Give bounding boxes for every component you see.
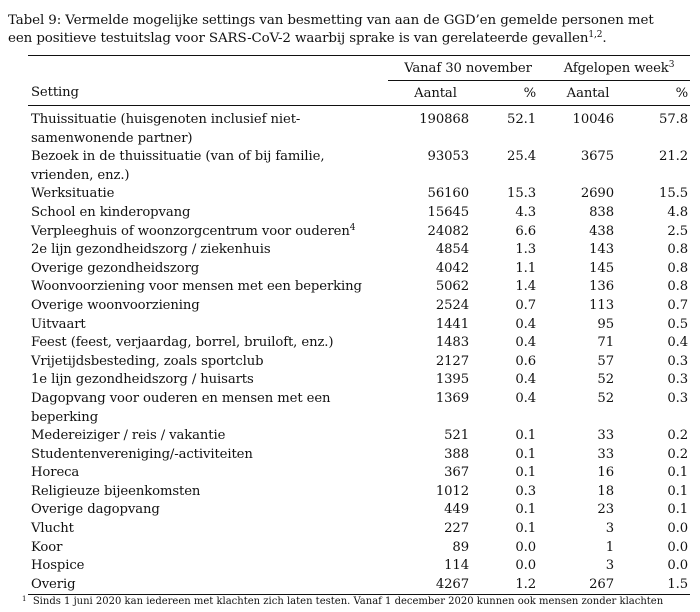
pct-since-nov30-cell: 0.7: [515, 297, 536, 313]
header-group-since-nov30: Vanaf 30 november: [388, 56, 548, 81]
setting-cell: Overige gezondheidszorg: [31, 260, 200, 276]
setting-cell: Religieuze bijeenkomsten: [31, 483, 201, 499]
aantal-since-nov30-cell: 1012: [435, 483, 469, 499]
setting-cell: Hospice: [31, 558, 85, 574]
table-row: [28, 278, 690, 297]
pct-since-nov30-cell: 1.2: [483, 576, 548, 595]
caption-line-2: een positieve testuitslag voor SARS-CoV-2 waarbij sprake is van gerelateerde gevallen: [8, 31, 589, 46]
aantal-last-week-cell: 145: [589, 260, 614, 276]
table-row: [28, 297, 690, 316]
pct-last-week-cell: 0.8: [667, 242, 689, 258]
setting-cell: Uitvaart: [31, 316, 86, 332]
setting-cell: Thuissituatie (huisgenoten inclusief niet-samenwonende partner): [31, 112, 301, 146]
table-row: [28, 576, 690, 595]
table-row: [28, 148, 690, 185]
aantal-since-nov30-cell: 5062: [435, 279, 469, 295]
pct-last-week-cell: 0.3: [667, 390, 689, 406]
aantal-since-nov30-cell: 521: [444, 428, 469, 444]
aantal-last-week-cell: 438: [589, 223, 614, 239]
setting-cell: Dagopvang voor ouderen en mensen met een beperking: [31, 390, 331, 425]
aantal-since-nov30-cell: 4854: [435, 242, 469, 258]
aantal-since-nov30-cell: 4042: [435, 260, 469, 276]
table-body: [28, 106, 690, 595]
pct-since-nov30-cell: 1.1: [515, 260, 536, 276]
table-row: [28, 427, 690, 446]
aantal-last-week-cell: 18: [597, 483, 614, 499]
table-row: [28, 371, 690, 390]
aantal-since-nov30-cell: 2127: [435, 353, 469, 369]
pct-since-nov30-cell: 0.1: [515, 502, 536, 518]
settings-table: [28, 55, 690, 595]
aantal-last-week-cell: 267: [548, 576, 628, 595]
pct-since-nov30-cell: 1.3: [515, 242, 536, 258]
setting-cell: Overig: [28, 576, 388, 595]
pct-since-nov30-cell: 0.4: [515, 335, 536, 351]
pct-last-week-cell: 0.1: [667, 502, 689, 518]
pct-last-week-cell: 2.5: [667, 223, 689, 239]
table-row: [28, 539, 690, 558]
aantal-since-nov30-cell: 15645: [427, 204, 469, 220]
setting-footnote-ref: 4: [349, 222, 356, 233]
table-row: [28, 204, 690, 223]
aantal-since-nov30-cell: 449: [444, 502, 469, 518]
setting-cell: 1e lijn gezondheidszorg / huisarts: [31, 372, 254, 388]
header-pct-1: %: [483, 81, 548, 106]
aantal-since-nov30-cell: 227: [444, 521, 469, 537]
pct-last-week-cell: 0.1: [667, 465, 689, 481]
pct-last-week-cell: 57.8: [659, 112, 689, 127]
pct-since-nov30-cell: 0.6: [515, 353, 536, 369]
header-group-last-week: Afgelopen week$^3$: [548, 56, 690, 81]
aantal-last-week-cell: 71: [597, 335, 614, 351]
pct-since-nov30-cell: 4.3: [515, 204, 536, 220]
aantal-since-nov30-cell: 93053: [427, 149, 469, 165]
aantal-since-nov30-cell: 56160: [427, 186, 469, 202]
table-row: [28, 334, 690, 353]
pct-since-nov30-cell: 52.1: [507, 112, 536, 127]
setting-cell: Vlucht: [31, 521, 74, 537]
pct-last-week-cell: 0.8: [667, 279, 689, 295]
aantal-last-week-cell: 838: [589, 204, 614, 220]
pct-since-nov30-cell: 6.6: [515, 223, 536, 239]
aantal-since-nov30-cell: 4267: [388, 576, 483, 595]
pct-since-nov30-cell: 1.4: [515, 279, 536, 295]
table-row: [28, 241, 690, 260]
pct-last-week-cell: 0.3: [667, 372, 689, 388]
aantal-last-week-cell: 16: [597, 465, 614, 481]
pct-since-nov30-cell: 0.0: [515, 558, 536, 574]
pct-last-week-cell: 0.3: [667, 353, 689, 369]
aantal-last-week-cell: 23: [597, 502, 614, 518]
header-blank: [28, 56, 388, 81]
setting-cell: Overige dagopvang: [31, 502, 160, 518]
pct-since-nov30-cell: 25.4: [507, 149, 536, 165]
footnote-text: Sinds 1 juni 2020 kan iedereen met klachten zich laten testen. Vanaf 1 december 2020 kunnen ook mensen zonder klachten: [32, 596, 664, 607]
aantal-since-nov30-cell: 1441: [435, 316, 469, 332]
caption-line-1: Tabel 9: Vermelde mogelijke settings van besmetting van aan de GGD’en gemelde personen met: [8, 13, 654, 28]
setting-cell: Woonvoorziening voor mensen met een beperking: [31, 279, 362, 295]
pct-since-nov30-cell: 0.1: [515, 428, 536, 444]
table-row: [28, 557, 690, 576]
pct-last-week-cell: 4.8: [667, 204, 689, 220]
pct-last-week-cell: 0.4: [667, 335, 689, 351]
setting-cell: Bezoek in de thuissituatie (van of bij familie, vrienden, enz.): [31, 149, 325, 183]
caption-footnote-ref: 1,2: [588, 30, 603, 40]
aantal-last-week-cell: 95: [597, 316, 614, 332]
aantal-last-week-cell: 136: [589, 279, 614, 295]
pct-since-nov30-cell: 0.0: [515, 539, 536, 555]
pct-since-nov30-cell: 0.4: [515, 390, 536, 406]
aantal-last-week-cell: 1: [605, 539, 614, 555]
aantal-last-week-cell: 3: [605, 558, 614, 574]
setting-cell: Studentenvereniging/-activiteiten: [31, 446, 253, 462]
caption-period: .: [602, 31, 607, 46]
pct-last-week-cell: 15.5: [659, 186, 689, 202]
table-row: [28, 520, 690, 539]
setting-cell: Verpleeghuis of woonzorgcentrum voor ouderen$^4$: [31, 222, 356, 239]
pct-since-nov30-cell: 0.3: [515, 483, 536, 499]
table-row: [28, 223, 690, 242]
aantal-since-nov30-cell: 114: [444, 558, 469, 574]
header-setting: Setting: [28, 81, 388, 106]
pct-since-nov30-cell: 0.4: [515, 316, 536, 332]
pct-last-week-cell: 0.8: [667, 260, 689, 276]
aantal-last-week-cell: 57: [597, 353, 614, 369]
aantal-last-week-cell: 33: [597, 428, 614, 444]
aantal-since-nov30-cell: 388: [444, 446, 469, 462]
pct-last-week-cell: 0.1: [667, 483, 689, 499]
aantal-last-week-cell: 33: [597, 446, 614, 462]
aantal-since-nov30-cell: 89: [452, 539, 469, 555]
setting-cell: Werksituatie: [31, 186, 115, 202]
pct-last-week-cell: 21.2: [659, 149, 689, 165]
aantal-since-nov30-cell: 1369: [435, 390, 469, 406]
setting-cell: Overige woonvoorziening: [31, 297, 200, 313]
pct-last-week-cell: 0.5: [667, 316, 689, 332]
aantal-last-week-cell: 3: [605, 521, 614, 537]
aantal-last-week-cell: 52: [597, 372, 614, 388]
aantal-since-nov30-cell: 2524: [435, 297, 469, 313]
aantal-since-nov30-cell: 24082: [427, 223, 469, 239]
aantal-last-week-cell: 143: [589, 242, 614, 258]
header-pct-2: %: [628, 81, 690, 106]
aantal-last-week-cell: 52: [597, 390, 614, 406]
pct-last-week-cell: 0.0: [667, 521, 689, 537]
pct-since-nov30-cell: 0.1: [515, 446, 536, 462]
table-row: [28, 390, 690, 427]
aantal-since-nov30-cell: 190868: [419, 112, 469, 127]
table-row: [28, 464, 690, 483]
pct-last-week-cell: 1.5: [628, 576, 690, 595]
setting-cell: Vrijetijdsbesteding, zoals sportclub: [31, 353, 264, 369]
pct-last-week-cell: 0.2: [667, 428, 689, 444]
setting-cell: Feest (feest, verjaardag, borrel, bruiloft, enz.): [31, 335, 334, 351]
pct-last-week-cell: 0.0: [667, 558, 689, 574]
pct-since-nov30-cell: 0.4: [515, 372, 536, 388]
pct-since-nov30-cell: 0.1: [515, 465, 536, 481]
table-row: [28, 316, 690, 335]
pct-since-nov30-cell: 15.3: [507, 186, 536, 202]
aantal-last-week-cell: 2690: [580, 186, 614, 202]
aantal-last-week-cell: 113: [589, 297, 614, 313]
table-caption: [8, 12, 692, 48]
pct-last-week-cell: 0.2: [667, 446, 689, 462]
setting-cell: Horeca: [31, 465, 80, 481]
table-row: [28, 446, 690, 465]
pct-since-nov30-cell: 0.1: [515, 521, 536, 537]
table-row: [28, 483, 690, 502]
setting-cell: 2e lijn gezondheidszorg / ziekenhuis: [31, 242, 271, 258]
table-row: [28, 260, 690, 279]
table-row: [28, 353, 690, 372]
aantal-since-nov30-cell: 1395: [435, 372, 469, 388]
setting-cell: Koor: [31, 539, 63, 555]
pct-last-week-cell: 0.0: [667, 539, 689, 555]
pct-last-week-cell: 0.7: [667, 297, 689, 313]
header-aantal-2: Aantal: [548, 81, 628, 106]
aantal-since-nov30-cell: 1483: [435, 335, 469, 351]
table-row: [28, 501, 690, 520]
header-aantal-1: Aantal: [388, 81, 483, 106]
aantal-last-week-cell: 10046: [572, 112, 614, 127]
footnote-marker: 1: [22, 595, 27, 603]
table-row: [28, 106, 690, 149]
setting-cell: Medereiziger / reis / vakantie: [31, 428, 226, 444]
aantal-last-week-cell: 3675: [580, 149, 614, 165]
setting-cell: School en kinderopvang: [31, 204, 191, 220]
footnote: [22, 596, 700, 608]
table-row: [28, 185, 690, 204]
aantal-since-nov30-cell: 367: [444, 465, 469, 481]
